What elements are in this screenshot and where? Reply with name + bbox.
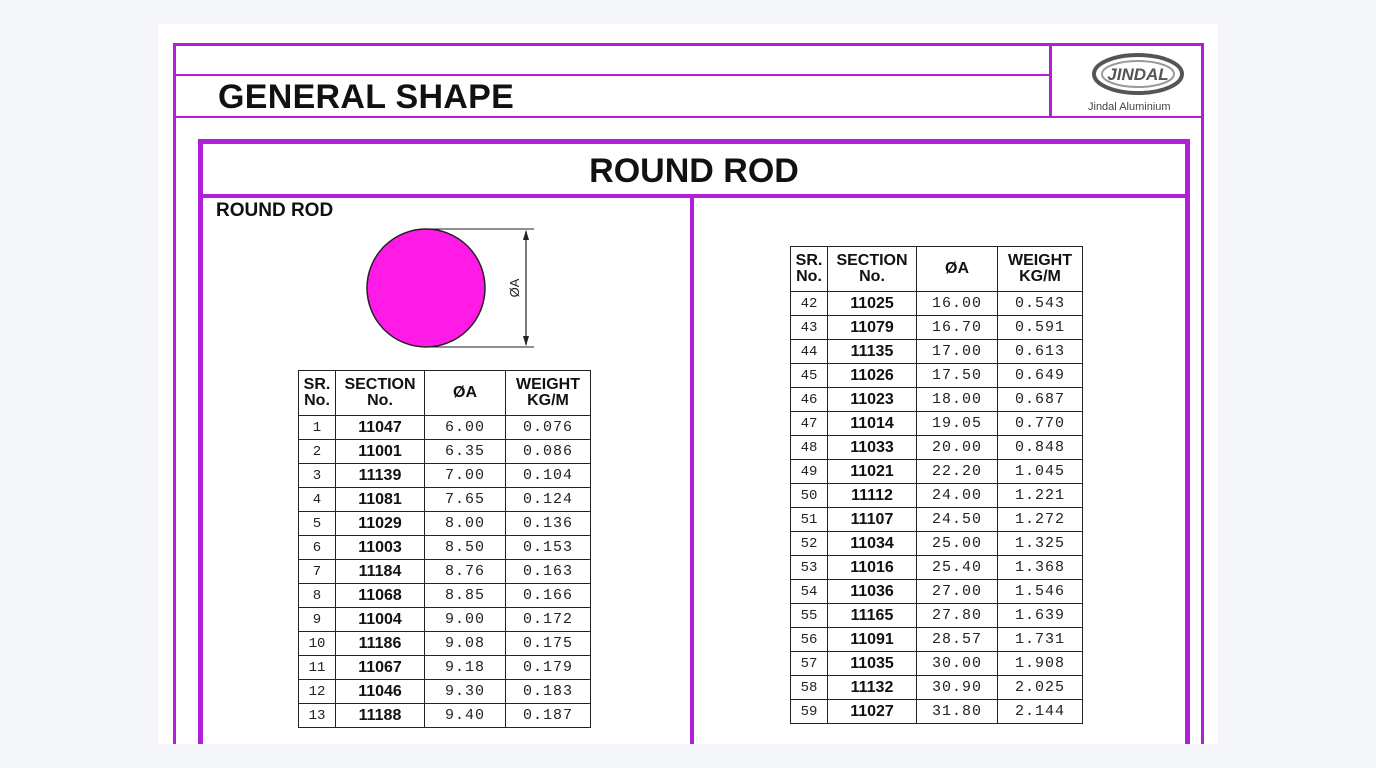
section-cell: 11079 (828, 316, 917, 340)
section-cell: 11135 (828, 340, 917, 364)
diameter-cell: 16.70 (917, 316, 998, 340)
weight-cell: 0.179 (506, 656, 591, 680)
diameter-cell: 28.57 (917, 628, 998, 652)
section-cell: 11067 (336, 656, 425, 680)
sr-cell: 45 (791, 364, 828, 388)
left-spec-table (298, 370, 591, 728)
section-cell: 11004 (336, 608, 425, 632)
sr-cell: 49 (791, 460, 828, 484)
diameter-cell: 24.00 (917, 484, 998, 508)
table-row (299, 536, 591, 560)
sr-cell: 50 (791, 484, 828, 508)
sr-cell: 43 (791, 316, 828, 340)
weight-cell: 0.104 (506, 464, 591, 488)
weight-cell: 1.639 (998, 604, 1083, 628)
weight-cell: 0.183 (506, 680, 591, 704)
section-cell: 11033 (828, 436, 917, 460)
table-row (791, 676, 1083, 700)
sr-cell: 47 (791, 412, 828, 436)
diameter-cell: 22.20 (917, 460, 998, 484)
weight-cell: 0.649 (998, 364, 1083, 388)
diameter-cell: 17.50 (917, 364, 998, 388)
weight-cell: 1.731 (998, 628, 1083, 652)
column-divider (690, 194, 694, 744)
table-row (299, 440, 591, 464)
table-row (299, 584, 591, 608)
diameter-cell: 25.00 (917, 532, 998, 556)
weight-cell: 0.543 (998, 292, 1083, 316)
table-row (791, 340, 1083, 364)
sr-cell: 59 (791, 700, 828, 724)
diameter-cell: 27.00 (917, 580, 998, 604)
sr-cell: 57 (791, 652, 828, 676)
weight-cell: 1.325 (998, 532, 1083, 556)
section-cell: 11036 (828, 580, 917, 604)
table-row (299, 416, 591, 440)
weight-cell: 1.221 (998, 484, 1083, 508)
diameter-cell: 6.00 (425, 416, 506, 440)
table-row (791, 316, 1083, 340)
table-row (299, 680, 591, 704)
section-cell: 11016 (828, 556, 917, 580)
diameter-cell: 9.40 (425, 704, 506, 728)
logo-caption: Jindal Aluminium (1088, 101, 1171, 113)
weight-cell: 2.025 (998, 676, 1083, 700)
diameter-cell: 27.80 (917, 604, 998, 628)
diameter-cell: 17.00 (917, 340, 998, 364)
section-title: ROUND ROD (589, 152, 799, 190)
diameter-cell: 8.76 (425, 560, 506, 584)
sr-cell: 5 (299, 512, 336, 536)
diameter-cell: 9.00 (425, 608, 506, 632)
diameter-cell: 8.85 (425, 584, 506, 608)
weight-cell: 1.908 (998, 652, 1083, 676)
round-rod-diagram (358, 222, 548, 352)
weight-cell: 0.166 (506, 584, 591, 608)
diameter-cell: 8.50 (425, 536, 506, 560)
col-weight: WEIGHT KG/M (998, 247, 1083, 292)
weight-cell: 1.546 (998, 580, 1083, 604)
table-row (299, 512, 591, 536)
weight-cell: 0.175 (506, 632, 591, 656)
page-title: GENERAL SHAPE (218, 78, 515, 116)
col-section: SECTION No. (828, 247, 917, 292)
diameter-cell: 20.00 (917, 436, 998, 460)
diameter-cell: 25.40 (917, 556, 998, 580)
weight-cell: 0.591 (998, 316, 1083, 340)
weight-cell: 0.086 (506, 440, 591, 464)
table-row (791, 460, 1083, 484)
table-row (791, 652, 1083, 676)
section-cell: 11014 (828, 412, 917, 436)
diameter-cell: 9.08 (425, 632, 506, 656)
section-cell: 11021 (828, 460, 917, 484)
section-cell: 11112 (828, 484, 917, 508)
col-dia: ØA (917, 247, 998, 292)
table-row (791, 364, 1083, 388)
svg-text:JINDAL: JINDAL (1107, 65, 1169, 84)
section-title-divider (203, 194, 1185, 198)
sr-cell: 58 (791, 676, 828, 700)
col-dia: ØA (425, 371, 506, 416)
table-row (791, 388, 1083, 412)
section-cell: 11001 (336, 440, 425, 464)
section-cell: 11023 (828, 388, 917, 412)
right-spec-table (790, 246, 1083, 724)
weight-cell: 0.136 (506, 512, 591, 536)
header-divider (173, 74, 1049, 76)
col-sr: SR. No. (791, 247, 828, 292)
section-cell: 11068 (336, 584, 425, 608)
weight-cell: 0.613 (998, 340, 1083, 364)
sr-cell: 55 (791, 604, 828, 628)
diameter-cell: 19.05 (917, 412, 998, 436)
diameter-cell: 9.30 (425, 680, 506, 704)
weight-cell: 0.687 (998, 388, 1083, 412)
diameter-cell: 24.50 (917, 508, 998, 532)
section-cell: 11003 (336, 536, 425, 560)
sr-cell: 2 (299, 440, 336, 464)
table-row (791, 484, 1083, 508)
sr-cell: 3 (299, 464, 336, 488)
catalog-page (158, 24, 1218, 744)
table-row (791, 580, 1083, 604)
table-row (299, 656, 591, 680)
col-section: SECTION No. (336, 371, 425, 416)
section-cell: 11034 (828, 532, 917, 556)
section-cell: 11026 (828, 364, 917, 388)
weight-cell: 0.153 (506, 536, 591, 560)
shape-subtitle: ROUND ROD (216, 200, 334, 221)
diameter-cell: 18.00 (917, 388, 998, 412)
diameter-cell: 31.80 (917, 700, 998, 724)
sr-cell: 56 (791, 628, 828, 652)
weight-cell: 0.163 (506, 560, 591, 584)
weight-cell: 0.848 (998, 436, 1083, 460)
section-cell: 11027 (828, 700, 917, 724)
section-cell: 11081 (336, 488, 425, 512)
col-sr: SR. No. (299, 371, 336, 416)
logo-divider (1049, 46, 1052, 118)
section-cell: 11132 (828, 676, 917, 700)
sr-cell: 54 (791, 580, 828, 604)
sr-cell: 9 (299, 608, 336, 632)
round-rod-shape (367, 229, 485, 347)
sr-cell: 8 (299, 584, 336, 608)
section-cell: 11025 (828, 292, 917, 316)
section-cell: 11035 (828, 652, 917, 676)
sr-cell: 48 (791, 436, 828, 460)
section-cell: 11091 (828, 628, 917, 652)
sr-cell: 42 (791, 292, 828, 316)
table-row (791, 436, 1083, 460)
table-row (299, 488, 591, 512)
table-row (791, 556, 1083, 580)
table-row (791, 604, 1083, 628)
dimension-label: ØA (507, 278, 522, 298)
table-row (791, 532, 1083, 556)
sr-cell: 51 (791, 508, 828, 532)
diameter-cell: 30.90 (917, 676, 998, 700)
sr-cell: 1 (299, 416, 336, 440)
table-row (791, 628, 1083, 652)
diameter-cell: 6.35 (425, 440, 506, 464)
sr-cell: 7 (299, 560, 336, 584)
sr-cell: 6 (299, 536, 336, 560)
diameter-cell: 16.00 (917, 292, 998, 316)
sr-cell: 53 (791, 556, 828, 580)
weight-cell: 0.124 (506, 488, 591, 512)
weight-cell: 0.172 (506, 608, 591, 632)
table-row (299, 464, 591, 488)
weight-cell: 0.770 (998, 412, 1083, 436)
section-cell: 11047 (336, 416, 425, 440)
sr-cell: 10 (299, 632, 336, 656)
sr-cell: 11 (299, 656, 336, 680)
weight-cell: 1.368 (998, 556, 1083, 580)
section-cell: 11165 (828, 604, 917, 628)
weight-cell: 1.272 (998, 508, 1083, 532)
section-cell: 11188 (336, 704, 425, 728)
weight-cell: 2.144 (998, 700, 1083, 724)
diameter-cell: 7.65 (425, 488, 506, 512)
table-row (791, 508, 1083, 532)
section-cell: 11046 (336, 680, 425, 704)
weight-cell: 1.045 (998, 460, 1083, 484)
sr-cell: 44 (791, 340, 828, 364)
table-row (299, 632, 591, 656)
diameter-cell: 9.18 (425, 656, 506, 680)
table-row (791, 700, 1083, 724)
diameter-cell: 8.00 (425, 512, 506, 536)
section-cell: 11186 (336, 632, 425, 656)
table-row (299, 560, 591, 584)
arrow-bottom-icon (523, 336, 529, 346)
sr-cell: 12 (299, 680, 336, 704)
section-cell: 11107 (828, 508, 917, 532)
col-weight: WEIGHT KG/M (506, 371, 591, 416)
sr-cell: 46 (791, 388, 828, 412)
section-cell: 11184 (336, 560, 425, 584)
diameter-cell: 7.00 (425, 464, 506, 488)
sr-cell: 4 (299, 488, 336, 512)
sr-cell: 13 (299, 704, 336, 728)
table-row (299, 608, 591, 632)
table-row (791, 292, 1083, 316)
sr-cell: 52 (791, 532, 828, 556)
weight-cell: 0.076 (506, 416, 591, 440)
weight-cell: 0.187 (506, 704, 591, 728)
section-cell: 11029 (336, 512, 425, 536)
arrow-top-icon (523, 230, 529, 240)
table-row (299, 704, 591, 728)
diameter-cell: 30.00 (917, 652, 998, 676)
table-row (791, 412, 1083, 436)
section-cell: 11139 (336, 464, 425, 488)
